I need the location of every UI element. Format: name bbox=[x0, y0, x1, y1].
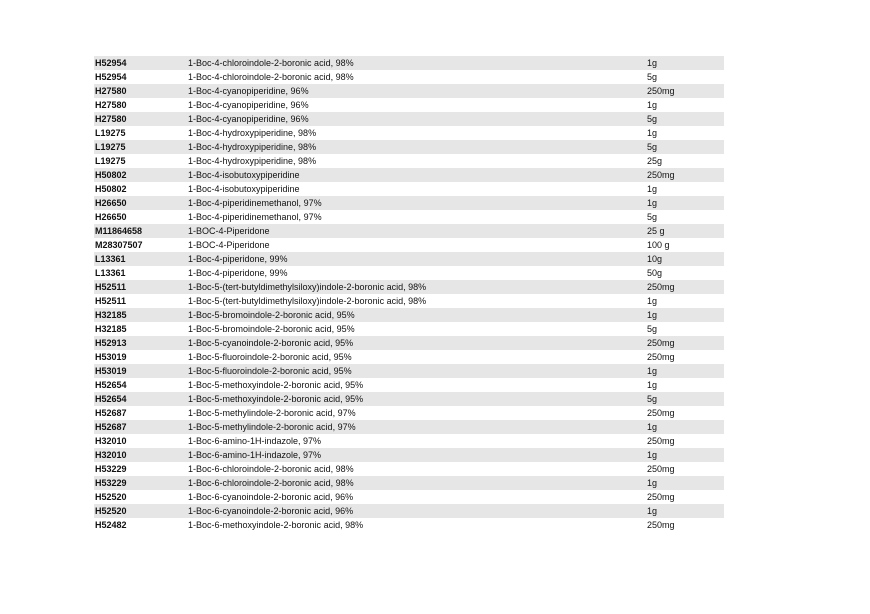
table-row bbox=[94, 98, 724, 112]
table-row bbox=[94, 322, 724, 336]
table-row bbox=[94, 224, 724, 238]
catalog-number-cell: H52520 bbox=[95, 506, 127, 516]
pack-size-cell: 5g bbox=[647, 72, 658, 82]
table-row bbox=[94, 252, 724, 266]
table-row bbox=[94, 140, 724, 154]
product-name-cell: 1-Boc-5-fluoroindole-2-boronic acid, 95% bbox=[188, 366, 352, 376]
table-row bbox=[94, 196, 724, 210]
catalog-number-cell: H52511 bbox=[95, 282, 127, 292]
pack-size-cell: 25g bbox=[647, 156, 663, 166]
table-row bbox=[94, 406, 724, 420]
catalog-number-cell: H52654 bbox=[95, 380, 127, 390]
pack-size-cell: 1g bbox=[647, 310, 658, 320]
catalog-number-cell: H26650 bbox=[95, 198, 127, 208]
product-name-cell: 1-Boc-4-isobutoxypiperidine bbox=[188, 170, 300, 180]
product-name-cell: 1-Boc-5-methylindole-2-boronic acid, 97% bbox=[188, 408, 356, 418]
catalog-number-cell: H52511 bbox=[95, 296, 127, 306]
catalog-number-cell: H52954 bbox=[95, 72, 127, 82]
table-row bbox=[94, 350, 724, 364]
catalog-number-cell: H50802 bbox=[95, 170, 127, 180]
catalog-number-cell: L13361 bbox=[95, 254, 126, 264]
table-row bbox=[94, 364, 724, 378]
catalog-number-cell: L19275 bbox=[95, 156, 126, 166]
product-name-cell: 1-Boc-4-hydroxypiperidine, 98% bbox=[188, 156, 317, 166]
product-name-cell: 1-Boc-5-(tert-butyldimethylsiloxy)indole-2-boronic acid, 98% bbox=[188, 282, 427, 292]
pack-size-cell: 1g bbox=[647, 184, 658, 194]
product-name-cell: 1-Boc-5-fluoroindole-2-boronic acid, 95% bbox=[188, 352, 352, 362]
product-name-cell: 1-Boc-4-piperidone, 99% bbox=[188, 268, 288, 278]
table-row bbox=[94, 476, 724, 490]
product-name-cell: 1-Boc-5-methylindole-2-boronic acid, 97% bbox=[188, 422, 356, 432]
product-name-cell: 1-Boc-6-cyanoindole-2-boronic acid, 96% bbox=[188, 492, 354, 502]
table-row bbox=[94, 504, 724, 518]
pack-size-cell: 5g bbox=[647, 394, 658, 404]
product-name-cell: 1-Boc-4-chloroindole-2-boronic acid, 98% bbox=[188, 72, 354, 82]
pack-size-cell: 100 g bbox=[647, 240, 670, 250]
pack-size-cell: 1g bbox=[647, 366, 658, 376]
pack-size-cell: 250mg bbox=[647, 436, 675, 446]
product-name-cell: 1-Boc-6-amino-1H-indazole, 97% bbox=[188, 450, 322, 460]
pack-size-cell: 5g bbox=[647, 114, 658, 124]
product-table bbox=[94, 56, 724, 532]
catalog-number-cell: L13361 bbox=[95, 268, 126, 278]
table-row bbox=[94, 182, 724, 196]
pack-size-cell: 250mg bbox=[647, 282, 675, 292]
table-row bbox=[94, 462, 724, 476]
table-row bbox=[94, 154, 724, 168]
product-name-cell: 1-Boc-5-bromoindole-2-boronic acid, 95% bbox=[188, 310, 355, 320]
product-name-cell: 1-Boc-5-bromoindole-2-boronic acid, 95% bbox=[188, 324, 355, 334]
product-name-cell: 1-Boc-5-methoxyindole-2-boronic acid, 95% bbox=[188, 394, 364, 404]
pack-size-cell: 250mg bbox=[647, 352, 675, 362]
catalog-number-cell: H26650 bbox=[95, 212, 127, 222]
catalog-number-cell: H32010 bbox=[95, 450, 127, 460]
catalog-number-cell: H52482 bbox=[95, 520, 127, 530]
product-name-cell: 1-Boc-6-methoxyindole-2-boronic acid, 98% bbox=[188, 520, 364, 530]
pack-size-cell: 250mg bbox=[647, 408, 675, 418]
pack-size-cell: 250mg bbox=[647, 520, 675, 530]
product-name-cell: 1-Boc-4-piperidinemethanol, 97% bbox=[188, 212, 322, 222]
catalog-number-cell: H50802 bbox=[95, 184, 127, 194]
table-row bbox=[94, 210, 724, 224]
table-row bbox=[94, 308, 724, 322]
table-row bbox=[94, 434, 724, 448]
table-row bbox=[94, 112, 724, 126]
table-row bbox=[94, 336, 724, 350]
catalog-number-cell: L19275 bbox=[95, 142, 126, 152]
product-name-cell: 1-Boc-4-isobutoxypiperidine bbox=[188, 184, 300, 194]
catalog-number-cell: H53229 bbox=[95, 478, 127, 488]
catalog-number-cell: H52654 bbox=[95, 394, 127, 404]
catalog-number-cell: H27580 bbox=[95, 100, 127, 110]
product-name-cell: 1-Boc-4-hydroxypiperidine, 98% bbox=[188, 128, 317, 138]
catalog-number-cell: H32185 bbox=[95, 310, 127, 320]
pack-size-cell: 1g bbox=[647, 296, 658, 306]
product-name-cell: 1-Boc-4-piperidinemethanol, 97% bbox=[188, 198, 322, 208]
pack-size-cell: 1g bbox=[647, 128, 658, 138]
product-name-cell: 1-Boc-4-cyanopiperidine, 96% bbox=[188, 100, 309, 110]
pack-size-cell: 1g bbox=[647, 58, 658, 68]
pack-size-cell: 250mg bbox=[647, 170, 675, 180]
catalog-number-cell: H52687 bbox=[95, 422, 127, 432]
table-row bbox=[94, 448, 724, 462]
pack-size-cell: 1g bbox=[647, 198, 658, 208]
catalog-number-cell: H53229 bbox=[95, 464, 127, 474]
catalog-number-cell: H53019 bbox=[95, 366, 127, 376]
product-name-cell: 1-Boc-5-cyanoindole-2-boronic acid, 95% bbox=[188, 338, 354, 348]
catalog-number-cell: H52954 bbox=[95, 58, 127, 68]
table-row bbox=[94, 420, 724, 434]
table-row bbox=[94, 56, 724, 70]
table-row bbox=[94, 378, 724, 392]
catalog-number-cell: H27580 bbox=[95, 114, 127, 124]
table-row bbox=[94, 518, 724, 532]
catalog-number-cell: M28307507 bbox=[95, 240, 143, 250]
catalog-number-cell: H52687 bbox=[95, 408, 127, 418]
pack-size-cell: 50g bbox=[647, 268, 663, 278]
table-row bbox=[94, 392, 724, 406]
product-name-cell: 1-Boc-6-chloroindole-2-boronic acid, 98% bbox=[188, 478, 354, 488]
table-row bbox=[94, 280, 724, 294]
table-row bbox=[94, 70, 724, 84]
pack-size-cell: 1g bbox=[647, 100, 658, 110]
pack-size-cell: 10g bbox=[647, 254, 663, 264]
product-name-cell: 1-Boc-6-chloroindole-2-boronic acid, 98% bbox=[188, 464, 354, 474]
product-name-cell: 1-Boc-4-hydroxypiperidine, 98% bbox=[188, 142, 317, 152]
product-name-cell: 1-Boc-4-cyanopiperidine, 96% bbox=[188, 86, 309, 96]
pack-size-cell: 1g bbox=[647, 506, 658, 516]
table-row bbox=[94, 238, 724, 252]
catalog-number-cell: M11864658 bbox=[95, 226, 143, 236]
product-name-cell: 1-Boc-4-piperidone, 99% bbox=[188, 254, 288, 264]
table-row bbox=[94, 168, 724, 182]
catalog-number-cell: L19275 bbox=[95, 128, 126, 138]
catalog-number-cell: H32010 bbox=[95, 436, 127, 446]
product-name-cell: 1-Boc-5-(tert-butyldimethylsiloxy)indole-2-boronic acid, 98% bbox=[188, 296, 427, 306]
pack-size-cell: 1g bbox=[647, 450, 658, 460]
table-row bbox=[94, 294, 724, 308]
product-name-cell: 1-Boc-6-cyanoindole-2-boronic acid, 96% bbox=[188, 506, 354, 516]
catalog-number-cell: H53019 bbox=[95, 352, 127, 362]
catalog-number-cell: H52520 bbox=[95, 492, 127, 502]
product-name-cell: 1-Boc-5-methoxyindole-2-boronic acid, 95% bbox=[188, 380, 364, 390]
catalog-number-cell: H27580 bbox=[95, 86, 127, 96]
pack-size-cell: 250mg bbox=[647, 86, 675, 96]
pack-size-cell: 5g bbox=[647, 212, 658, 222]
pack-size-cell: 25 g bbox=[647, 226, 665, 236]
product-name-cell: 1-BOC-4-Piperidone bbox=[188, 226, 270, 236]
product-name-cell: 1-Boc-6-amino-1H-indazole, 97% bbox=[188, 436, 322, 446]
pack-size-cell: 250mg bbox=[647, 338, 675, 348]
pack-size-cell: 5g bbox=[647, 324, 658, 334]
pack-size-cell: 250mg bbox=[647, 464, 675, 474]
table-row bbox=[94, 266, 724, 280]
catalog-number-cell: H32185 bbox=[95, 324, 127, 334]
pack-size-cell: 1g bbox=[647, 422, 658, 432]
product-name-cell: 1-BOC-4-Piperidone bbox=[188, 240, 270, 250]
table-row bbox=[94, 126, 724, 140]
product-name-cell: 1-Boc-4-cyanopiperidine, 96% bbox=[188, 114, 309, 124]
table-row bbox=[94, 490, 724, 504]
pack-size-cell: 1g bbox=[647, 478, 658, 488]
product-name-cell: 1-Boc-4-chloroindole-2-boronic acid, 98% bbox=[188, 58, 354, 68]
pack-size-cell: 5g bbox=[647, 142, 658, 152]
table-row bbox=[94, 84, 724, 98]
pack-size-cell: 250mg bbox=[647, 492, 675, 502]
catalog-number-cell: H52913 bbox=[95, 338, 127, 348]
pack-size-cell: 1g bbox=[647, 380, 658, 390]
